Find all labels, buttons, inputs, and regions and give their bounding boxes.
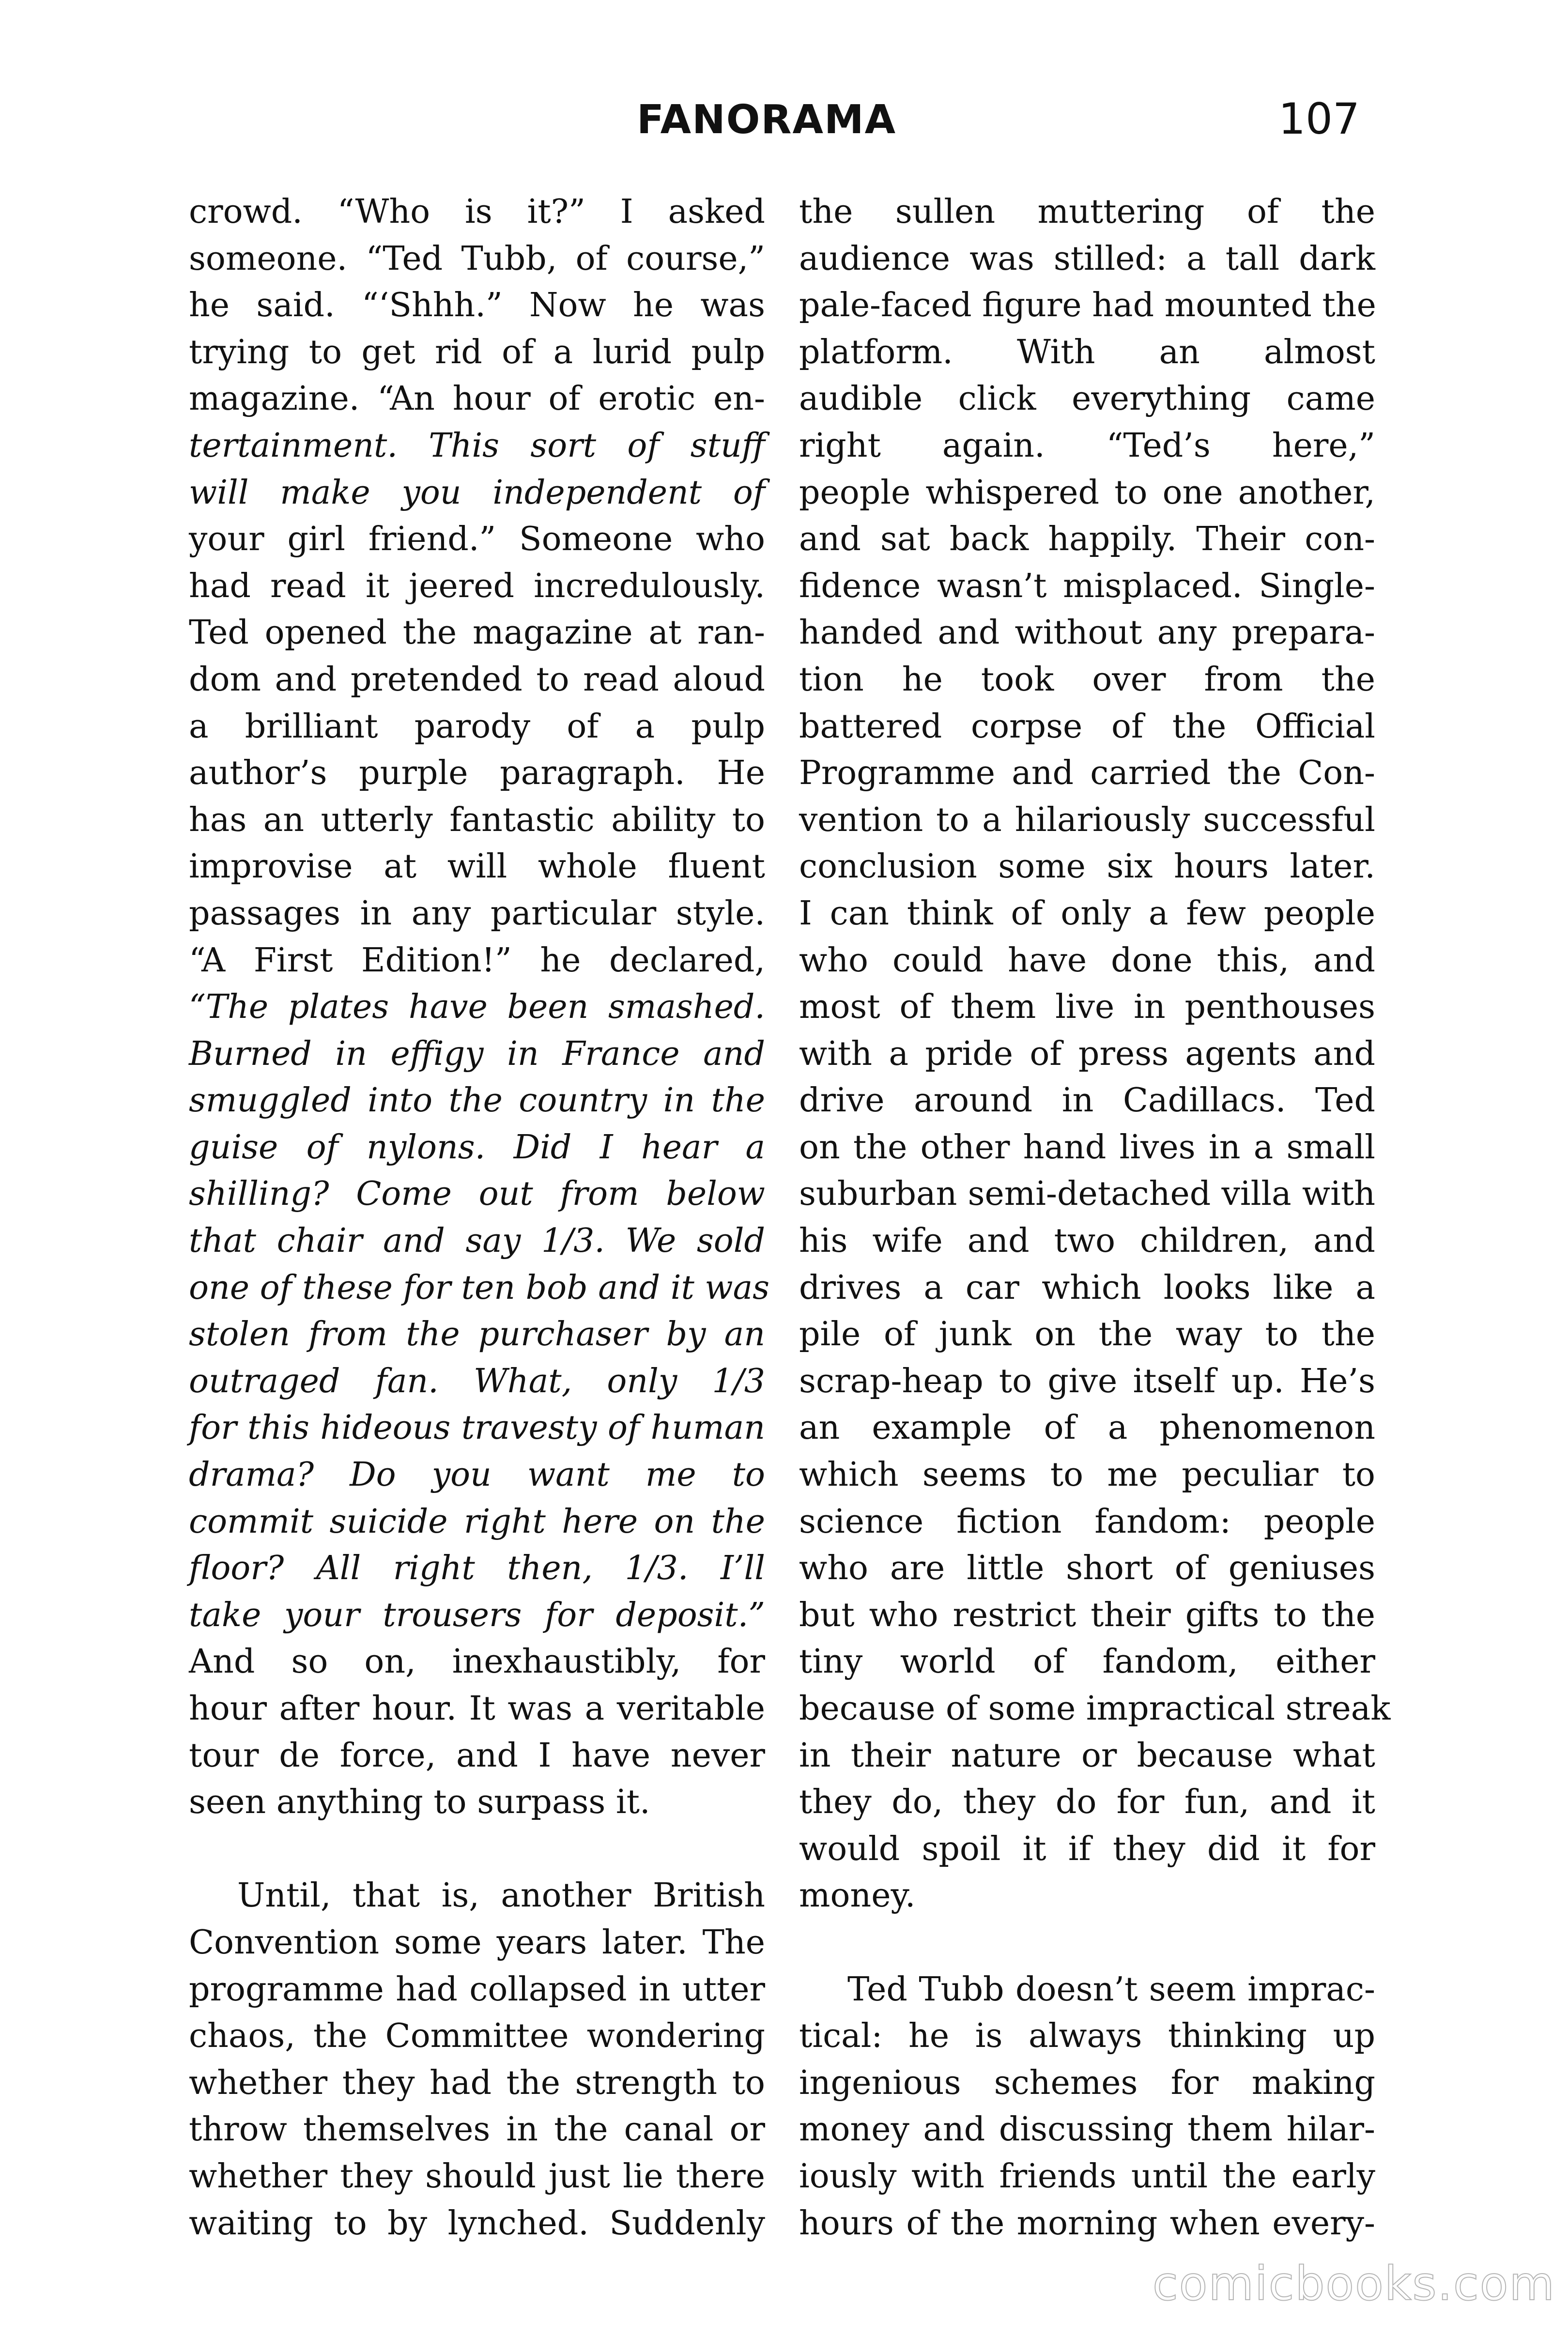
- page-number: 107: [1278, 94, 1360, 144]
- text-line: Ted Tubb doesn’t seem imprac-: [847, 1970, 1375, 2009]
- text-line: tion he took over from the: [799, 660, 1375, 699]
- text-line: and sat back happily. Their con-: [799, 520, 1375, 559]
- right-column: [799, 189, 1391, 2247]
- text-line: And so on, inexhaustibly, for: [189, 1643, 765, 1681]
- text-line: a brilliant parody of a pulp: [189, 707, 765, 746]
- text-line: I can think of only a few people: [799, 894, 1375, 933]
- text-line: handed and without any prepara-: [799, 614, 1375, 652]
- text-line: seen anything to surpass it.: [189, 1783, 650, 1822]
- text-line: smuggled into the country in the: [189, 1081, 765, 1120]
- text-line: whether they had the strength to: [189, 2063, 765, 2102]
- text-line: dom and pretended to read aloud: [189, 660, 765, 699]
- text-line: magazine. “An hour of erotic en-: [189, 380, 765, 418]
- text-line: which seems to me peculiar to: [799, 1456, 1375, 1494]
- text-line: someone. “Ted Tubb, of course,”: [189, 239, 765, 278]
- text-line: pile of junk on the way to the: [799, 1315, 1375, 1354]
- paragraph-gap: [189, 1826, 765, 1873]
- text-line: tertainment. This sort of stuff: [189, 426, 765, 465]
- watermark: comicbooks.com: [1153, 2257, 1556, 2311]
- text-line: your girl friend.” Someone who: [189, 520, 765, 559]
- text-line: drama? Do you want me to: [189, 1456, 765, 1494]
- text-line: Until, that is, another British: [237, 1876, 765, 1915]
- text-line: with a pride of press agents and: [799, 1034, 1375, 1073]
- text-line: one of these for ten bob and it was: [189, 1268, 770, 1307]
- text-line: audible click everything came: [799, 380, 1375, 418]
- text-line: pale-faced figure had mounted the: [799, 286, 1376, 325]
- running-head: FANORAMA: [637, 97, 897, 143]
- text-line: drive around in Cadillacs. Ted: [799, 1081, 1375, 1120]
- text-line: who are little short of geniuses: [799, 1549, 1375, 1588]
- text-line: money and discussing them hilar-: [799, 2110, 1375, 2149]
- text-line: on the other hand lives in a small: [799, 1128, 1375, 1167]
- left-column: [189, 189, 770, 2247]
- text-line: “The plates have been smashed.: [189, 988, 765, 1027]
- text-line: whether they should just lie there: [189, 2157, 765, 2196]
- text-line: “A First Edition!” he declared,: [189, 941, 765, 980]
- text-line: floor? All right then, 1/3. I’ll: [189, 1549, 765, 1588]
- text-line: because of some impractical streak: [799, 1690, 1391, 1728]
- text-line: his wife and two children, and: [799, 1222, 1375, 1261]
- text-line: battered corpse of the Official: [799, 707, 1375, 746]
- paragraph-gap: [799, 1920, 1375, 1967]
- text-line: Burned in effigy in France and: [189, 1034, 765, 1073]
- text-line: commit suicide right here on the: [189, 1502, 765, 1541]
- text-line: throw themselves in the canal or: [189, 2110, 765, 2149]
- text-line: hours of the morning when every-: [799, 2204, 1375, 2243]
- page-header: [0, 94, 1568, 150]
- text-line: waiting to by lynched. Suddenly: [189, 2204, 765, 2243]
- text-line: audience was stilled: a tall dark: [799, 239, 1375, 278]
- text-line: ingenious schemes for making: [799, 2063, 1375, 2102]
- text-line: tical: he is always thinking up: [799, 2017, 1375, 2056]
- text-line: iously with friends until the early: [799, 2157, 1375, 2196]
- text-line: science fiction fandom: people: [799, 1502, 1375, 1541]
- text-line: outraged fan. What, only 1/3: [189, 1362, 765, 1400]
- text-line: author’s purple paragraph. He: [189, 754, 765, 793]
- text-line: he said. “‘Shhh.” Now he was: [189, 286, 765, 325]
- text-line: trying to get rid of a lurid pulp: [189, 333, 765, 371]
- text-line: had read it jeered incredulously.: [189, 567, 765, 605]
- text-line: stolen from the purchaser by an: [189, 1315, 765, 1354]
- text-line: who could have done this, and: [799, 941, 1375, 980]
- text-line: drives a car which looks like a: [799, 1268, 1375, 1307]
- text-line: but who restrict their gifts to the: [799, 1596, 1375, 1634]
- text-line: vention to a hilariously successful: [799, 800, 1375, 839]
- text-line: the sullen muttering of the: [799, 193, 1375, 231]
- text-line: people whispered to one another,: [799, 473, 1375, 512]
- text-line: crowd. “Who is it?” I asked: [189, 193, 765, 231]
- text-line: fidence wasn’t misplaced. Single-: [799, 567, 1375, 605]
- text-line: money.: [799, 1876, 916, 1915]
- text-line: most of them live in penthouses: [799, 988, 1375, 1027]
- text-line: hour after hour. It was a veritable: [189, 1690, 765, 1728]
- text-line: improvise at will whole fluent: [189, 847, 765, 886]
- text-line: that chair and say 1/3. We sold: [189, 1222, 765, 1261]
- text-line: shilling? Come out from below: [189, 1175, 765, 1214]
- text-line: passages in any particular style.: [189, 894, 765, 933]
- text-line: Convention some years later. The: [189, 1923, 765, 1962]
- text-line: in their nature or because what: [799, 1736, 1375, 1775]
- text-line: Ted opened the magazine at ran-: [189, 614, 765, 652]
- text-line: scrap-heap to give itself up. He’s: [799, 1362, 1375, 1400]
- text-line: they do, they do for fun, and it: [799, 1783, 1375, 1822]
- text-line: take your trousers for deposit.”: [189, 1596, 765, 1634]
- text-line: suburban semi-detached villa with: [799, 1175, 1375, 1214]
- text-line: tour de force, and I have never: [189, 1736, 765, 1775]
- text-line: will make you independent of: [189, 473, 765, 512]
- text-line: chaos, the Committee wondering: [189, 2017, 765, 2056]
- text-line: an example of a phenomenon: [799, 1409, 1375, 1447]
- text-line: Programme and carried the Con-: [799, 754, 1375, 793]
- text-line: programme had collapsed in utter: [189, 1970, 765, 2009]
- text-line: conclusion some six hours later.: [799, 847, 1375, 886]
- text-line: right again. “Ted’s here,”: [799, 426, 1375, 465]
- text-line: guise of nylons. Did I hear a: [189, 1128, 765, 1167]
- text-line: tiny world of fandom, either: [799, 1643, 1375, 1681]
- text-line: platform. With an almost: [799, 333, 1375, 371]
- text-line: has an utterly fantastic ability to: [189, 800, 765, 839]
- text-line: would spoil it if they did it for: [799, 1830, 1375, 1868]
- text-line: for this hideous travesty of human: [189, 1409, 765, 1447]
